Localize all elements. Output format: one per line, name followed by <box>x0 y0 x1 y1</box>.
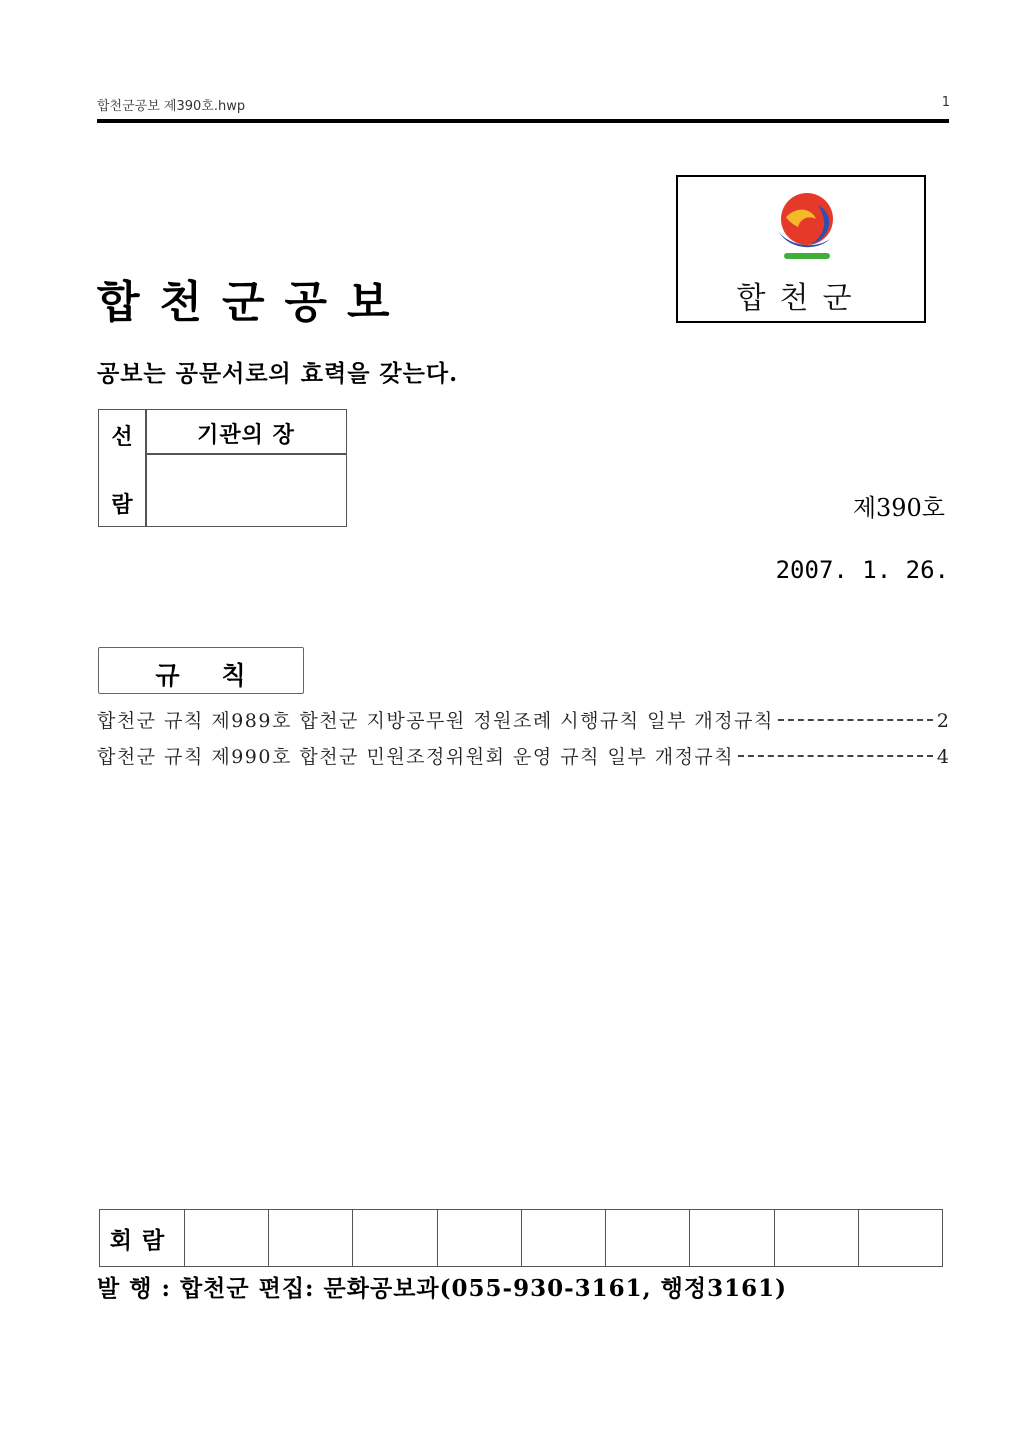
review-box-divider <box>145 453 347 455</box>
circulation-cell <box>690 1210 774 1266</box>
review-box <box>98 409 347 527</box>
header-rule <box>97 119 949 123</box>
publisher-info: 발 행 : 합천군 편집: 문화공보과(055-930-3161, 행정3161) <box>97 1275 787 1302</box>
toc-entry-title: 합천군 규칙 제990호 합천군 민원조정위원회 운영 규칙 일부 개정규칙 <box>97 746 735 768</box>
issue-number: 제390호 <box>852 494 945 522</box>
section-heading-box <box>98 647 304 694</box>
toc-entry[interactable] <box>97 706 949 734</box>
issue-date: 2007. 1. 26. <box>775 556 949 584</box>
subtitle: 공보는 공문서로의 효력을 갖는다. <box>97 360 459 387</box>
toc-entry[interactable] <box>97 742 949 770</box>
toc-entry-title: 합천군 규칙 제989호 합천군 지방공무원 정원조례 시행규칙 일부 개정규칙 <box>97 710 774 732</box>
page-title: 합천군공보 <box>97 277 410 328</box>
review-header: 기관의 장 <box>197 422 295 448</box>
circulation-cell <box>522 1210 606 1266</box>
header-filename: 합천군공보 제390호.hwp <box>97 99 246 114</box>
toc-entry-page: 4 <box>936 746 949 768</box>
circulation-label: 회람 <box>100 1210 185 1266</box>
logo-text: 합천군 <box>736 281 866 316</box>
circulation-cell <box>859 1210 942 1266</box>
circulation-table <box>99 1209 943 1267</box>
circulation-cell <box>353 1210 437 1266</box>
circulation-cell <box>269 1210 353 1266</box>
toc-entry-page: 2 <box>936 710 949 732</box>
header-page-number: 1 <box>941 95 950 110</box>
toc-leader <box>738 755 933 757</box>
review-label-top: 선 <box>111 424 133 450</box>
section-heading: 규칙 <box>155 661 288 690</box>
county-emblem-icon <box>772 191 842 263</box>
circulation-cell <box>775 1210 859 1266</box>
toc-leader <box>778 719 933 721</box>
circulation-cell <box>606 1210 690 1266</box>
review-label-bottom: 람 <box>111 492 133 518</box>
circulation-cell <box>438 1210 522 1266</box>
circulation-cell <box>185 1210 269 1266</box>
county-logo <box>676 175 926 323</box>
